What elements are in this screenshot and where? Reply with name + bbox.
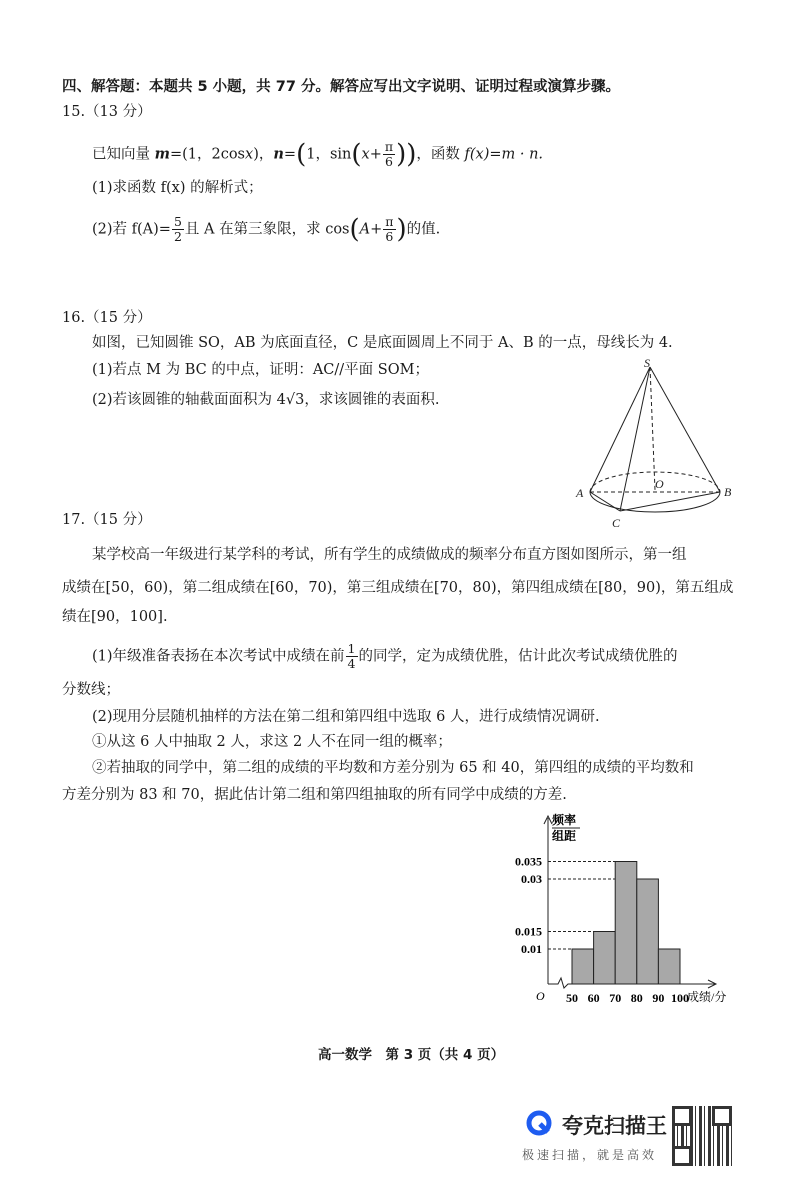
q17-stem-1: 某学校高一年级进行某学科的考试，所有学生的成绩做成的频率分布直方图如图所示，第一组 [92, 547, 687, 563]
page-footer: 高一数学 第 3 页（共 4 页） [318, 1047, 505, 1063]
text: x+ [361, 146, 382, 163]
q17-part2-1: ①从这 6 人中抽取 2 人，求这 2 人不在同一组的概率； [92, 734, 452, 750]
text: = [283, 146, 297, 163]
scanner-app-name: 夸克扫描王 [562, 1114, 667, 1138]
text: (2)若 f(A)= [92, 221, 171, 238]
origin-label: O [536, 989, 545, 1003]
text: 的同学，定为成绩优胜，估计此次考试成绩优胜的 [358, 648, 678, 665]
y-label-denominator: 组距 [552, 829, 577, 843]
q17-part1-cont: 分数线； [62, 682, 120, 698]
q16-title: 16.（15 分） [62, 310, 152, 326]
vector-n: n [273, 145, 284, 163]
y-tick-label: 0.035 [515, 854, 542, 869]
y-tick-label: 0.03 [521, 872, 542, 886]
label-c: C [612, 516, 621, 530]
qr-code [672, 1106, 732, 1166]
text: 1，sin [306, 146, 352, 163]
section-heading: 四、解答题：本题共 5 小题，共 77 分。解答应写出文字说明、证明过程或演算步骤。 [62, 79, 620, 95]
text: 已知向量 [92, 146, 155, 163]
x-tick-label: 50 [566, 991, 578, 1005]
fraction-pi-6: $\frac{\pi}{6}$ [385, 214, 394, 244]
fraction-5-2: $\frac{5}{2}$ [173, 214, 182, 244]
label-a: A [576, 486, 584, 500]
fraction-1-4: $\frac{1}{4}$ [347, 641, 356, 671]
label-b: B [724, 485, 732, 499]
label-s: S [644, 356, 650, 370]
q15-title: 15.（13 分） [62, 104, 152, 120]
x-tick-label: 70 [609, 991, 622, 1005]
q17-part2-2: ②若抽取的同学中，第二组的成绩的平均数和方差分别为 65 和 40，第四组的成绩的平均数和 [92, 760, 694, 776]
q17-part1 [92, 642, 678, 671]
histogram-bar [658, 949, 680, 984]
x-tick-label: 60 [587, 991, 600, 1005]
x-axis-label: 成绩/分 [687, 990, 727, 1004]
scanner-logo-icon [524, 1108, 554, 1138]
q17-part2: (2)现用分层随机抽样的方法在第二组和第四组中选取 6 人，进行成绩情况调研. [92, 709, 600, 725]
q16-part2: (2)若该圆锥的轴截面面积为 4√3，求该圆锥的表面积. [92, 392, 440, 408]
q17-stem-3: 绩在[90，100]. [62, 609, 168, 625]
var-x: x [245, 146, 254, 163]
text: f(x)=m · n. [464, 146, 544, 163]
histogram-bar [615, 862, 637, 985]
text: )， [253, 146, 274, 163]
fraction-pi-6: $\frac{\pi}{6}$ [384, 139, 394, 169]
scanner-slogan: 极速扫描，就是高效 [522, 1148, 658, 1162]
text: ，函数 [416, 146, 465, 163]
q16-stem: 如图，已知圆锥 SO，AB 为底面直径，C 是底面圆周上不同于 A、B 的一点，母线长为 4. [92, 335, 673, 351]
x-tick-label: 90 [652, 991, 665, 1005]
generatrix-sc [620, 367, 650, 511]
histogram-bar [637, 879, 659, 984]
vector-m: m [154, 145, 170, 163]
q16-part1: (1)若点 M 为 BC 的中点，证明：AC//平面 SOM； [92, 362, 429, 378]
q17-title: 17.（15 分） [62, 512, 152, 528]
y-tick-label: 0.01 [521, 942, 542, 956]
text: 的值. [406, 221, 441, 238]
label-o: O [655, 477, 664, 491]
x-tick-label: 80 [630, 991, 643, 1005]
text: A+ [359, 221, 383, 238]
cone-base-front [590, 492, 720, 512]
text: =(1，2cos [169, 146, 246, 163]
x-tick-label: 100 [671, 991, 689, 1005]
text: (1)年级准备表扬在本次考试中成绩在前 [92, 648, 345, 665]
q17-stem-2: 成绩在[50，60)，第二组成绩在[60，70)，第三组成绩在[70，80)，第四组成绩在[80，90)，第五组成 [62, 580, 734, 596]
cone-figure [560, 355, 750, 535]
histogram-bar [572, 949, 594, 984]
histogram-bar [594, 932, 616, 985]
text: 且 A 在第三象限，求 cos [184, 221, 350, 238]
generatrix-sa [590, 367, 650, 492]
q15-part2: (2)若 f(A)= $\frac{5}{2}$ 且 A 在第三象限，求 cos(A+ $\frac{\pi}{6}$ )的值. [92, 214, 441, 245]
q15-stem: 已知向量 m=(1，2cosx)，n=(1，sin(x+ $\frac{\pi}{6}$ ))，函数 f(x)=m · n. [92, 139, 544, 170]
frequency-histogram [480, 810, 750, 1010]
segment-ac [590, 492, 620, 511]
segment-cb [620, 492, 720, 511]
y-tick-label: 0.015 [515, 924, 542, 939]
y-label-numerator: 频率 [552, 813, 577, 827]
q15-part1: (1)求函数 f(x) 的解析式； [92, 180, 263, 196]
generatrix-sb [650, 367, 720, 492]
q17-part2-2-cont: 方差分别为 83 和 70，据此估计第二组和第四组抽取的所有同学中成绩的方差. [62, 787, 567, 803]
